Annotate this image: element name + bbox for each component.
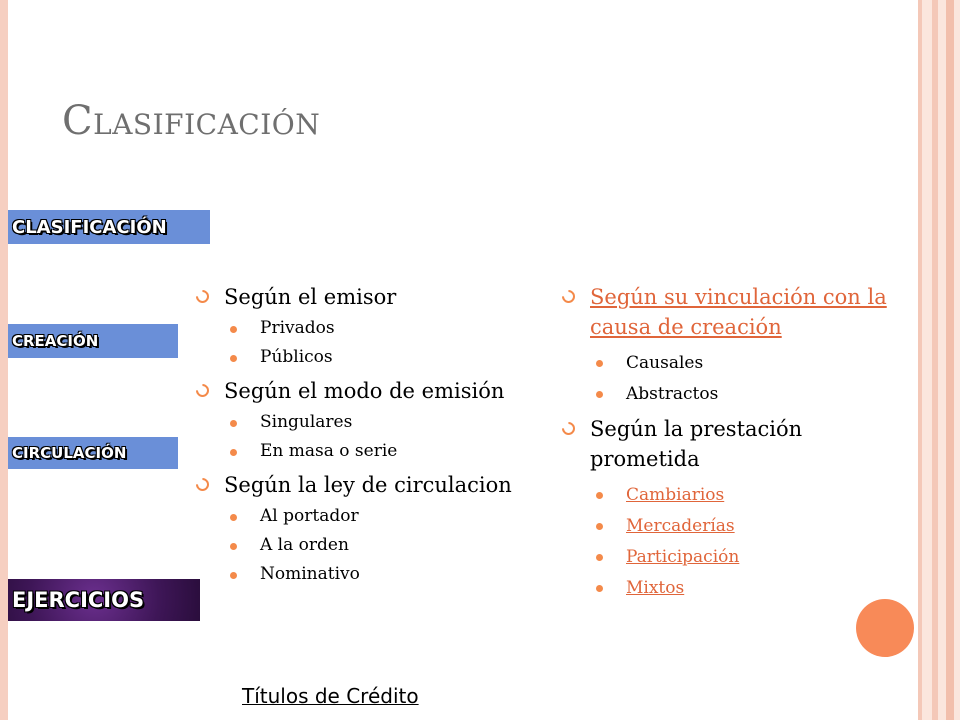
- item-label: Al portador: [260, 506, 359, 526]
- dot-bullet-icon: [230, 355, 237, 362]
- dot-bullet-icon: [596, 492, 603, 499]
- dot-bullet-icon: [596, 523, 603, 530]
- right-frame-stripes: [918, 0, 960, 720]
- mixtos-link[interactable]: Mixtos: [626, 578, 685, 598]
- dot-bullet-icon: [596, 391, 603, 398]
- page-title: Clasificación: [62, 98, 321, 144]
- dot-bullet-icon: [230, 543, 237, 550]
- list-item: [596, 511, 912, 542]
- list-item: [230, 343, 566, 372]
- left-frame-bar: [0, 0, 8, 720]
- list-item: [230, 314, 566, 343]
- nav-clasificacion-button[interactable]: CLASIFICACIÓN: [8, 210, 210, 244]
- dot-bullet-icon: [230, 514, 237, 521]
- list-item: [596, 573, 912, 604]
- right-column: [562, 282, 912, 608]
- list-item: [230, 408, 566, 437]
- left-column: [196, 282, 566, 593]
- list-item: [596, 348, 912, 379]
- bullet-icon: [193, 381, 211, 399]
- item-label: Nominativo: [260, 564, 360, 584]
- category-label: Según la ley de circulacion: [224, 473, 512, 497]
- bullet-icon: [193, 287, 211, 305]
- bullet-icon: [559, 419, 577, 437]
- dot-bullet-icon: [596, 585, 603, 592]
- list-item: [230, 560, 566, 589]
- list-item: [596, 480, 912, 511]
- footer-title: Títulos de Crédito: [242, 684, 419, 708]
- dot-bullet-icon: [230, 449, 237, 456]
- category-prestacion: [562, 414, 912, 474]
- nav-ejercicios-button[interactable]: EJERCICIOS: [8, 579, 200, 621]
- participacion-link[interactable]: Participación: [626, 547, 740, 567]
- bullet-icon: [559, 287, 577, 305]
- list-item: [596, 542, 912, 573]
- category-ley-circulacion: [196, 470, 566, 500]
- item-label: Causales: [626, 353, 704, 373]
- list-item: [230, 531, 566, 560]
- item-label: En masa o serie: [260, 441, 398, 461]
- dot-bullet-icon: [596, 360, 603, 367]
- category-label: Según el emisor: [224, 285, 397, 309]
- item-label: Singulares: [260, 412, 353, 432]
- mercaderias-link[interactable]: Mercaderías: [626, 516, 735, 536]
- category-emisor: [196, 282, 566, 312]
- dot-bullet-icon: [596, 554, 603, 561]
- dot-bullet-icon: [230, 572, 237, 579]
- nav-creacion-button[interactable]: CREACIÓN: [8, 324, 178, 358]
- cambiarios-link[interactable]: Cambiarios: [626, 485, 725, 505]
- item-label: A la orden: [260, 535, 349, 555]
- dot-bullet-icon: [230, 326, 237, 333]
- item-label: Abstractos: [626, 384, 719, 404]
- category-label: Según la prestación prometida: [590, 417, 803, 471]
- nav-circulacion-button[interactable]: CIRCULACIÓN: [8, 437, 178, 469]
- category-label: Según el modo de emisión: [224, 379, 505, 403]
- dot-bullet-icon: [230, 420, 237, 427]
- item-label: Privados: [260, 318, 335, 338]
- list-item: [596, 379, 912, 410]
- category-vinculacion: [562, 282, 912, 342]
- category-modo-emision: [196, 376, 566, 406]
- decorative-circle: [856, 599, 914, 657]
- vinculacion-link[interactable]: Según su vinculación con la causa de creación: [590, 285, 887, 339]
- bullet-icon: [193, 475, 211, 493]
- item-label: Públicos: [260, 347, 333, 367]
- list-item: [230, 437, 566, 466]
- list-item: [230, 502, 566, 531]
